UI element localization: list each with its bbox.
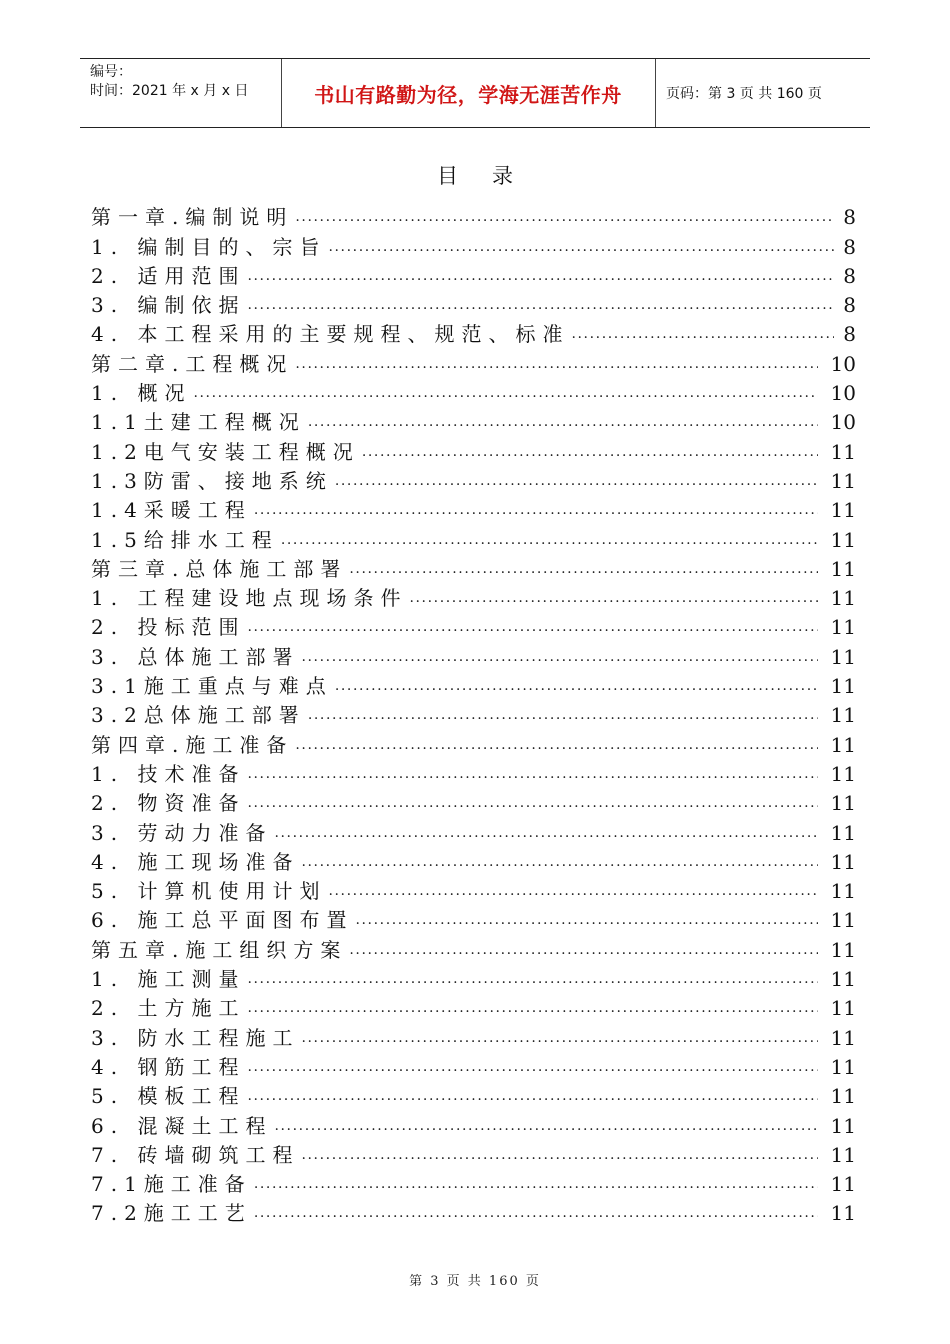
toc-entry[interactable] (91, 347, 856, 376)
toc-entry-page-number: 11 (830, 937, 856, 962)
toc-entry-title: 1. 工程建设地点现场条件 (91, 586, 408, 611)
toc-entry-page-number: 11 (830, 1084, 856, 1109)
toc-dot-leader (295, 735, 818, 755)
toc-entry[interactable] (91, 465, 856, 494)
toc-entry-title: 1.4采暖工程 (91, 498, 252, 523)
toc-dot-leader (247, 793, 818, 813)
toc-entry-page-number: 8 (843, 205, 856, 230)
toc-entry-page-number: 11 (830, 1172, 856, 1197)
toc-entry-title: 第一章.编制说明 (91, 205, 294, 230)
table-of-contents (91, 201, 856, 1226)
toc-entry-title: 第三章.总体施工部署 (91, 556, 348, 581)
toc-entry-title: 2. 投标范围 (91, 615, 246, 640)
toc-dot-leader (274, 823, 818, 843)
toc-entry-page-number: 11 (830, 703, 856, 728)
toc-entry-title: 3. 总体施工部署 (91, 644, 300, 669)
toc-entry-page-number: 10 (830, 410, 856, 435)
toc-entry-page-number: 8 (843, 263, 856, 288)
toc-entry-title: 1.3防雷、接地系统 (91, 468, 333, 493)
toc-dot-leader (247, 764, 818, 784)
toc-entry-title: 1.2电气安装工程概况 (91, 439, 360, 464)
toc-dot-leader (349, 940, 818, 960)
toc-entry-title: 5. 计算机使用计划 (91, 879, 327, 904)
toc-entry-title: 1. 技术准备 (91, 761, 246, 786)
toc-entry-page-number: 11 (830, 439, 856, 464)
toc-entry-page-number: 8 (843, 293, 856, 318)
toc-entry[interactable] (91, 1168, 856, 1197)
toc-dot-leader (301, 647, 818, 667)
toc-entry-page-number: 11 (830, 849, 856, 874)
toc-entry-title: 1. 编制目的、宗旨 (91, 234, 327, 259)
document-number-label: 编号： (90, 64, 132, 80)
toc-entry[interactable] (91, 728, 856, 757)
toc-dot-leader (247, 998, 818, 1018)
toc-entry-title: 7.1施工准备 (91, 1172, 252, 1197)
toc-dot-leader (362, 442, 818, 462)
toc-dot-leader (301, 1028, 818, 1048)
toc-entry-title: 6. 混凝土工程 (91, 1113, 273, 1138)
toc-dot-leader (254, 1174, 818, 1194)
toc-entry-page-number: 11 (830, 732, 856, 757)
toc-entry-page-number: 11 (830, 586, 856, 611)
toc-entry[interactable] (91, 699, 856, 728)
toc-entry[interactable] (91, 553, 856, 582)
toc-entry-title: 2. 适用范围 (91, 263, 246, 288)
toc-entry[interactable] (91, 787, 856, 816)
toc-dot-leader (247, 1057, 818, 1077)
toc-dot-leader (355, 910, 818, 930)
header-meta-cell (80, 59, 282, 127)
toc-entry-title: 1. 施工测量 (91, 967, 246, 992)
toc-entry-page-number: 11 (830, 1054, 856, 1079)
toc-entry[interactable] (91, 640, 856, 669)
toc-entry[interactable] (91, 260, 856, 289)
toc-dot-leader (247, 266, 834, 286)
toc-entry-page-number: 10 (830, 381, 856, 406)
toc-dot-leader (308, 705, 818, 725)
page-footer: 第 3 页 共 160 页 (409, 1274, 541, 1289)
toc-entry-page-number: 11 (830, 996, 856, 1021)
toc-entry[interactable] (91, 1109, 856, 1138)
toc-entry-page-number: 11 (830, 674, 856, 699)
toc-entry[interactable] (91, 963, 856, 992)
toc-entry-title: 4. 钢筋工程 (91, 1054, 246, 1079)
toc-entry[interactable] (91, 230, 856, 259)
toc-dot-leader (295, 207, 834, 227)
toc-entry-page-number: 11 (830, 527, 856, 552)
toc-entry-title: 第四章.施工准备 (91, 732, 294, 757)
toc-entry-title: 3.1施工重点与难点 (91, 674, 333, 699)
toc-entry[interactable] (91, 1051, 856, 1080)
toc-dot-leader (247, 617, 818, 637)
toc-entry[interactable] (91, 670, 856, 699)
toc-dot-leader (328, 237, 834, 257)
header-motto: 书山有路勤为径，学海无涯苦作舟 (314, 82, 622, 107)
toc-dot-leader (301, 852, 818, 872)
toc-entry-title: 2. 物资准备 (91, 791, 246, 816)
toc-entry-title: 3.2总体施工部署 (91, 703, 306, 728)
toc-dot-leader (254, 1203, 818, 1223)
toc-entry[interactable] (91, 289, 856, 318)
toc-dot-leader (571, 324, 834, 344)
toc-entry[interactable] (91, 816, 856, 845)
toc-dot-leader (335, 471, 818, 491)
toc-entry-page-number: 11 (830, 1142, 856, 1167)
toc-dot-leader (274, 1116, 818, 1136)
toc-title: 目录 (437, 164, 547, 188)
toc-entry-title: 第五章.施工组织方案 (91, 937, 348, 962)
toc-entry[interactable] (91, 435, 856, 464)
toc-dot-leader (247, 295, 834, 315)
toc-entry-page-number: 11 (830, 468, 856, 493)
header-page-info: 页码：第 3 页 共 160 页 (666, 86, 822, 102)
toc-entry[interactable] (91, 758, 856, 787)
header-page-cell (656, 59, 870, 127)
toc-entry-title: 4. 本工程采用的主要规程、规范、标准 (91, 322, 570, 347)
toc-entry-page-number: 11 (830, 820, 856, 845)
toc-entry-title: 5. 模板工程 (91, 1084, 246, 1109)
toc-entry-page-number: 11 (830, 556, 856, 581)
toc-entry-title: 2. 土方施工 (91, 996, 246, 1021)
toc-entry-page-number: 10 (830, 351, 856, 376)
page-header (80, 58, 870, 128)
header-motto-cell (281, 59, 656, 127)
toc-entry[interactable] (91, 318, 856, 347)
toc-entry-title: 第二章.工程概况 (91, 351, 294, 376)
toc-dot-leader (247, 969, 818, 989)
toc-entry-title: 3. 编制依据 (91, 293, 246, 318)
toc-entry[interactable] (91, 992, 856, 1021)
toc-entry[interactable] (91, 523, 856, 552)
toc-entry-title: 4. 施工现场准备 (91, 849, 300, 874)
toc-entry-title: 1. 概况 (91, 381, 192, 406)
toc-entry-page-number: 8 (843, 322, 856, 347)
toc-entry-title: 7. 砖墙砌筑工程 (91, 1142, 300, 1167)
toc-entry[interactable] (91, 846, 856, 875)
toc-entry[interactable] (91, 582, 856, 611)
toc-entry-title: 1.1土建工程概况 (91, 410, 306, 435)
toc-dot-leader (409, 588, 818, 608)
toc-entry-title: 1.5给排水工程 (91, 527, 279, 552)
toc-entry[interactable] (91, 611, 856, 640)
toc-entry[interactable] (91, 201, 856, 230)
toc-entry-page-number: 11 (830, 879, 856, 904)
toc-entry-title: 6. 施工总平面图布置 (91, 908, 354, 933)
toc-entry-page-number: 11 (830, 615, 856, 640)
toc-entry[interactable] (91, 933, 856, 962)
toc-entry-page-number: 8 (843, 234, 856, 259)
toc-entry-page-number: 11 (830, 791, 856, 816)
toc-dot-leader (301, 1145, 818, 1165)
toc-entry[interactable] (91, 1197, 856, 1226)
toc-dot-leader (254, 500, 818, 520)
toc-entry-page-number: 11 (830, 1201, 856, 1226)
toc-entry-title: 3. 防水工程施工 (91, 1025, 300, 1050)
toc-dot-leader (193, 383, 818, 403)
toc-dot-leader (349, 559, 818, 579)
toc-entry[interactable] (91, 406, 856, 435)
toc-entry-page-number: 11 (830, 644, 856, 669)
toc-entry[interactable] (91, 1080, 856, 1109)
toc-entry-page-number: 11 (830, 1025, 856, 1050)
toc-entry-page-number: 11 (830, 967, 856, 992)
toc-entry-page-number: 11 (830, 1113, 856, 1138)
toc-entry[interactable] (91, 1139, 856, 1168)
toc-entry[interactable] (91, 494, 856, 523)
toc-entry-title: 7.2施工工艺 (91, 1201, 252, 1226)
toc-dot-leader (247, 1086, 818, 1106)
toc-entry[interactable] (91, 1021, 856, 1050)
toc-entry-page-number: 11 (830, 761, 856, 786)
toc-dot-leader (328, 881, 818, 901)
toc-dot-leader (308, 412, 818, 432)
toc-entry-page-number: 11 (830, 498, 856, 523)
toc-dot-leader (295, 354, 818, 374)
toc-dot-leader (335, 676, 818, 696)
toc-entry-page-number: 11 (830, 908, 856, 933)
toc-entry[interactable] (91, 875, 856, 904)
toc-entry[interactable] (91, 904, 856, 933)
toc-entry[interactable] (91, 377, 856, 406)
toc-dot-leader (281, 530, 818, 550)
toc-entry-title: 3. 劳动力准备 (91, 820, 273, 845)
document-time-label: 时间：2021 年 x 月 x 日 (90, 83, 249, 99)
